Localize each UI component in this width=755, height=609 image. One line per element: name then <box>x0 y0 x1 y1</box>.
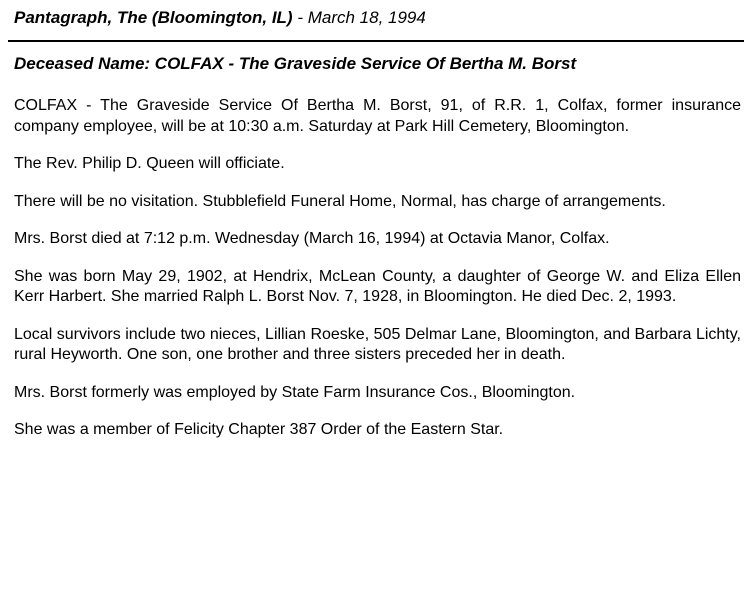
header-divider <box>8 40 744 42</box>
publication-name: Pantagraph, The (Bloomington, IL) <box>14 8 293 27</box>
paragraph: Local survivors include two nieces, Lillian Roeske, 505 Delmar Lane, Bloomington, and Barbara Lichty, rural Heyworth. One son, one brother and three sisters preceded her in death. <box>14 325 741 363</box>
paragraph: Mrs. Borst formerly was employed by State Farm Insurance Cos., Bloomington. <box>14 383 576 401</box>
publication-date: March 18, 1994 <box>307 8 426 27</box>
article-body <box>14 96 741 458</box>
paragraph: Mrs. Borst died at 7:12 p.m. Wednesday (March 16, 1994) at Octavia Manor, Colfax. <box>14 230 610 247</box>
paragraph: She was a member of Felicity Chapter 387 Order of the Eastern Star. <box>14 421 504 438</box>
headline: Deceased Name: COLFAX - The Graveside Service Of Bertha M. Borst <box>14 54 577 73</box>
source-line <box>14 8 426 28</box>
paragraph: She was born May 29, 1902, at Hendrix, McLean County, a daughter of George W. and Eliza Ellen Kerr Harbert. She married Ralph L. Borst Nov. 7, 1928, in Bloomington. He died Dec. 2, 1993. <box>14 267 741 305</box>
paragraph: The Rev. Philip D. Queen will officiate. <box>14 155 285 172</box>
paragraph: COLFAX - The Graveside Service Of Bertha M. Borst, 91, of R.R. 1, Colfax, former insurance company employee, will be at 10:30 a.m. Saturday at Park Hill Cemetery, Bloomington. <box>14 97 741 135</box>
source-separator: - <box>292 8 308 27</box>
paragraph: There will be no visitation. Stubblefield Funeral Home, Normal, has charge of arrangements. <box>14 192 666 210</box>
